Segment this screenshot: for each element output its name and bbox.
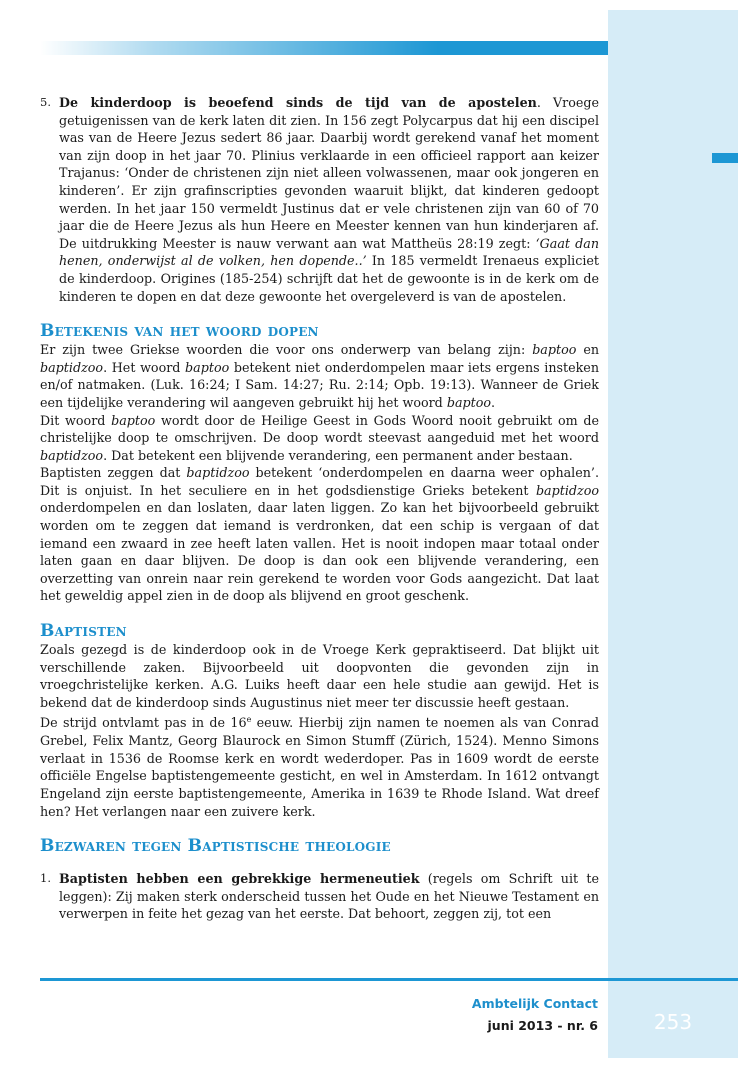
- footer-divider: [40, 978, 738, 981]
- footer-brand: Ambtelijk Contact: [471, 996, 598, 1011]
- text: Dit woord: [40, 412, 112, 428]
- term: baptoo: [446, 394, 492, 410]
- text: . Het woord: [103, 359, 186, 375]
- paragraph: [59, 870, 599, 923]
- section-heading-betekenis: Betekenis van het woord dopen: [40, 321, 319, 342]
- text: betekent niet onderdompelen maar iets ergens insteken en/of natmaken. (Luk. 16:24; I Sam. 14:27; Ru. 2:14; Opb. 19:13). Wanneer de Griek een tijdelijke verandering wil aangeven gebruikt hij het woord: [40, 359, 599, 410]
- side-panel: [608, 10, 738, 1058]
- page-number: 253: [653, 1010, 693, 1034]
- section-heading-baptisten: Baptisten: [40, 621, 127, 642]
- text: onderdompelen en dan loslaten, daar laten liggen. Zo kan het bijvoorbeeld gebruikt worden om te zeggen dat iemand is verdronken, dat een schip is vergaan of dat iemand een zwaard in zee heeft laten vallen. Het is nooit indopen maar totaal onder laten gaan en daar blijven. De doop is dan ook een blijvende verandering, een overzetting van onrein naar rein gerekend te worden voor Gods aangezicht. Dat laat het geweldig appel zien in de doop als blijvend en groot geschenk.: [40, 500, 599, 604]
- text: .: [491, 394, 496, 410]
- text: Er zijn twee Griekse woorden die voor ons onderwerp van belang zijn:: [40, 342, 533, 358]
- text: en: [576, 342, 600, 358]
- paragraph: [40, 711, 599, 820]
- term: baptidzoo: [535, 482, 599, 498]
- paragraph: [40, 412, 599, 465]
- paragraph: [40, 341, 599, 411]
- text: . Vroege getuigenissen van de kerk laten dit zien. In 156 zegt Polycarpus dat hij een discipel was van de Heere Jezus sedert 86 jaar. Daarbij wordt gerekend vanaf het moment van zijn doop in het jaar 70. Plinius verklaarde in een officieel rapport aan keizer Trajanus: ‘Onder de christenen zijn niet alleen volwassenen, maar ook jongeren en kinderen’. Er zijn grafinscripties gevonden waaruit blijkt, dat kinderen gedoopt werden. In het jaar 150 vermeldt Justinus dat er vele christenen zijn van 60 of 70 jaar die de Heere Jezus als hun Heere en Meester kennen van hun kinderjaren af. De uitdrukking Meester is nauw verwant aan wat Mattheüs 28:19 zegt:: [59, 95, 599, 251]
- term: baptoo: [111, 412, 156, 428]
- superscript: e: [246, 715, 252, 725]
- text: (regels om Schrift uit te leggen): Zij maken sterk onderscheid tussen het Oude en het Nieuwe Testament en verwerpen in feite het gezag van het eerste. Dat behoort, zeggen zij, tot een: [59, 871, 599, 922]
- list-number: 1.: [40, 871, 51, 886]
- term: baptidzoo: [186, 465, 250, 481]
- text: eeuw. Hierbij zijn namen te noemen als van Conrad Grebel, Felix Mantz, Georg Blaurock en Simon Stumff (Zürich, 1524). Menno Simons verlaat in 1536 de Roomse kerk en wordt wederdoper. Pas in 1609 wordt de eerste officiële Engelse baptistengemeente gesticht, en wel in Amsterdam. In 1612 ontvangt Engeland zijn eerste baptistengemeente, Amerika in 1639 te Rhode Island. Wat dreef hen? Het verlangen naar een zuivere kerk.: [40, 715, 599, 819]
- text: De strijd ontvlamt pas in de 16: [40, 715, 247, 731]
- header-gradient-bar: [40, 41, 608, 55]
- text: . Dat betekent een blijvende verandering, een permanent ander bestaan.: [103, 447, 573, 463]
- term: baptoo: [532, 342, 577, 358]
- term: baptidzoo: [40, 359, 104, 375]
- term: baptoo: [185, 359, 230, 375]
- list-number: 5.: [40, 95, 51, 109]
- list-item-5: [40, 94, 599, 305]
- article-body: [40, 94, 599, 923]
- side-tab-marker: [712, 153, 738, 163]
- list-item-1: [40, 870, 599, 923]
- term: baptidzoo: [40, 447, 104, 463]
- paragraph: Zoals gezegd is de kinderdoop ook in de Vroege Kerk gepraktiseerd. Dat blijkt uit verschillende zaken. Bijvoorbeeld uit doopvonten die gevonden zijn in vroegchristelijke kerken. A.G. Luiks heeft daar een hele studie aan gewijd. Het is bekend dat de kinderdoop sinds Augustinus niet meer ter discussie heeft gestaan.: [40, 642, 599, 710]
- text: In 185 vermeldt Irenaeus expliciet de kinderdoop. Origines (185-254) schrijft dat het de gewoonte is in de kerk om de kinderen te dopen en dat deze gewoonte het overgeleverd is van de apostelen.: [59, 253, 599, 304]
- text: Baptisten zeggen dat: [40, 465, 187, 481]
- text: wordt door de Heilige Geest in Gods Woord nooit gebruikt om de christelijke doop te omschrijven. De doop wordt steevast aangeduid met het woord: [40, 412, 599, 446]
- paragraph: [59, 94, 599, 305]
- list-item-heading: De kinderdoop is beoefend sinds de tijd van de apostelen: [59, 95, 537, 110]
- text: betekent ‘onderdompelen en daarna weer ophalen’. Dit is onjuist. In het seculiere en in het godsdienstige Grieks betekent: [40, 465, 599, 498]
- paragraph: [40, 464, 599, 605]
- section-heading-bezwaren: Bezwaren tegen Baptistische theologie: [40, 836, 391, 857]
- list-item-heading: Baptisten hebben een gebrekkige hermeneutiek: [59, 871, 420, 887]
- footer-issue: juni 2013 - nr. 6: [487, 1018, 598, 1033]
- quote: ‘Gaat dan henen, onderwijst al de volken, hen dopende..’: [59, 235, 599, 269]
